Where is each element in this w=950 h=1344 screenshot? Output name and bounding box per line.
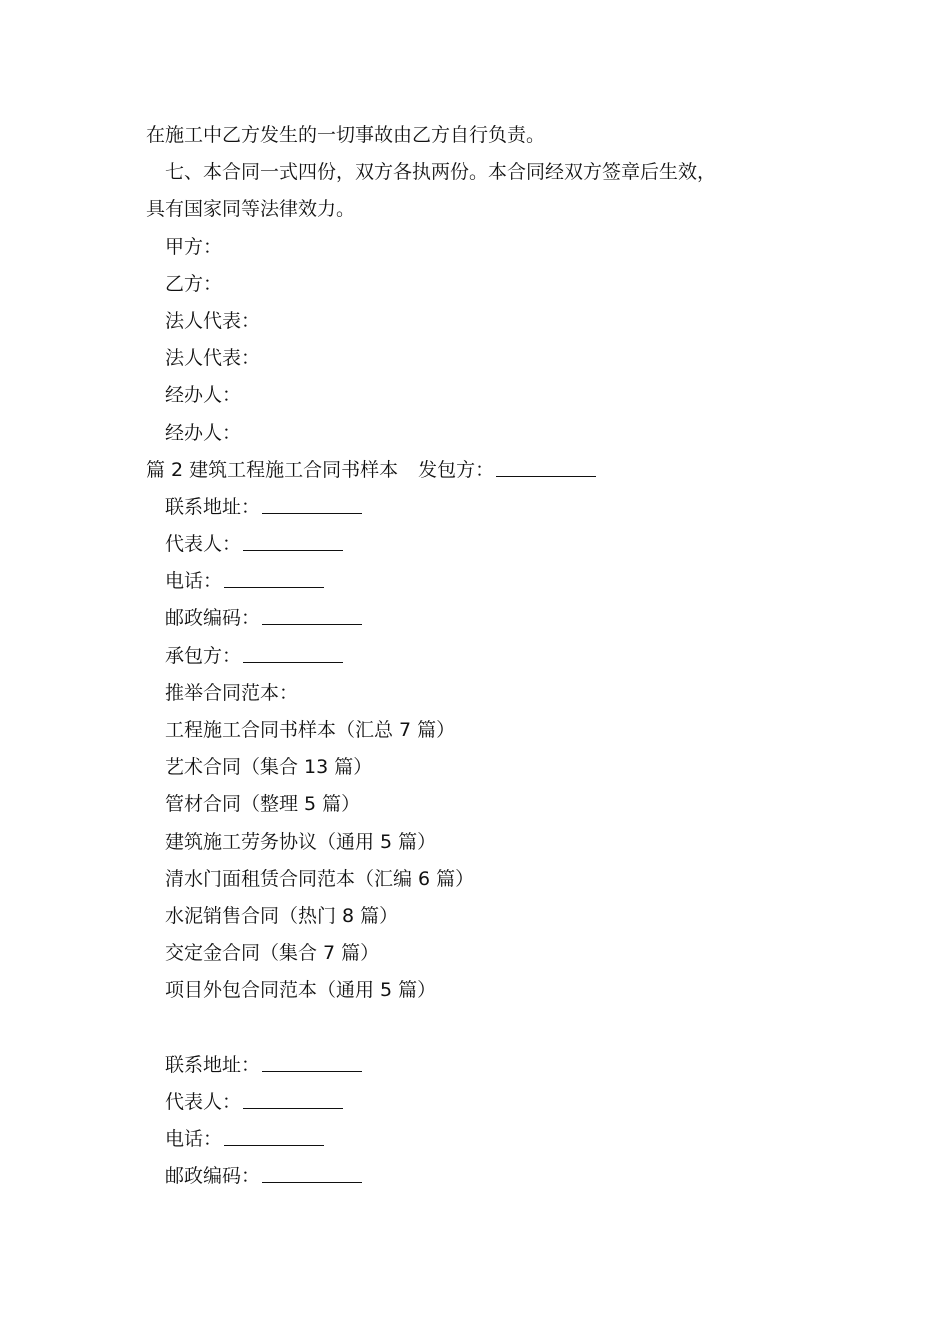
field-label: 代表人： (165, 1090, 242, 1113)
field-label: 电话： (165, 570, 223, 593)
field-blank (243, 639, 343, 663)
employer-label: 发包方： (418, 458, 495, 481)
recommended-link[interactable]: 清水门面租赁合同范本（汇编 6 篇） (165, 867, 475, 890)
handler-a-label: 经办人： (165, 384, 242, 407)
field-label: 承包方： (165, 644, 242, 667)
field-blank (224, 1122, 324, 1146)
recommended-link[interactable]: 工程施工合同书样本（汇总 7 篇） (165, 719, 456, 741)
party-a-label: 甲方： (165, 235, 223, 258)
field-blank (243, 1085, 343, 1109)
legal-rep-a-label: 法人代表： (165, 309, 261, 332)
field-blank (243, 527, 343, 551)
recommended-link[interactable]: 水泥销售合同（热门 8 篇） (165, 904, 399, 927)
recommended-link[interactable]: 项目外包合同范本（通用 5 篇） (165, 979, 437, 1002)
field-contractor (146, 638, 836, 675)
legal-rep-b-label: 法人代表： (165, 347, 261, 370)
field-label: 电话： (165, 1128, 223, 1151)
contractor-field-phone (146, 1121, 836, 1158)
field-label: 代表人： (165, 533, 242, 556)
employer-blank (496, 453, 596, 477)
field-blank (224, 564, 324, 588)
paragraph-liability: 在施工中乙方发生的一切事故由乙方自行负责。 (146, 124, 546, 146)
section-2-title: 篇 2 建筑工程施工合同书样本 (146, 458, 399, 481)
clause-7-line-1: 七、本合同一式四份，双方各执两份。本合同经双方签章后生效， (165, 161, 717, 184)
field-representative (146, 526, 836, 563)
field-label: 邮政编码： (165, 607, 261, 630)
recommended-link[interactable]: 艺术合同（集合 13 篇） (165, 756, 373, 779)
field-postcode (146, 600, 836, 637)
field-address (146, 489, 836, 526)
recommended-link[interactable]: 管材合同（整理 5 篇） (165, 793, 361, 816)
handler-b-label: 经办人： (165, 421, 242, 444)
blank-line (146, 1010, 836, 1047)
field-label: 联系地址： (165, 1053, 261, 1076)
field-label: 邮政编码： (165, 1165, 261, 1188)
field-label: 联系地址： (165, 495, 261, 518)
field-blank (262, 1159, 362, 1183)
clause-7-line-2: 具有国家同等法律效力。 (146, 198, 356, 221)
contractor-field-address (146, 1047, 836, 1084)
recommended-heading: 推举合同范本： (165, 681, 299, 704)
contractor-field-representative (146, 1084, 836, 1121)
field-blank (262, 490, 362, 514)
field-phone (146, 563, 836, 600)
section-2-heading (146, 452, 836, 489)
field-blank (262, 601, 362, 625)
contractor-field-postcode (146, 1158, 836, 1195)
recommended-link[interactable]: 交定金合同（集合 7 篇） (165, 942, 380, 965)
recommended-link[interactable]: 建筑施工劳务协议（通用 5 篇） (165, 830, 437, 853)
document-body (146, 117, 836, 1195)
field-blank (262, 1048, 362, 1072)
party-b-label: 乙方： (165, 272, 223, 295)
